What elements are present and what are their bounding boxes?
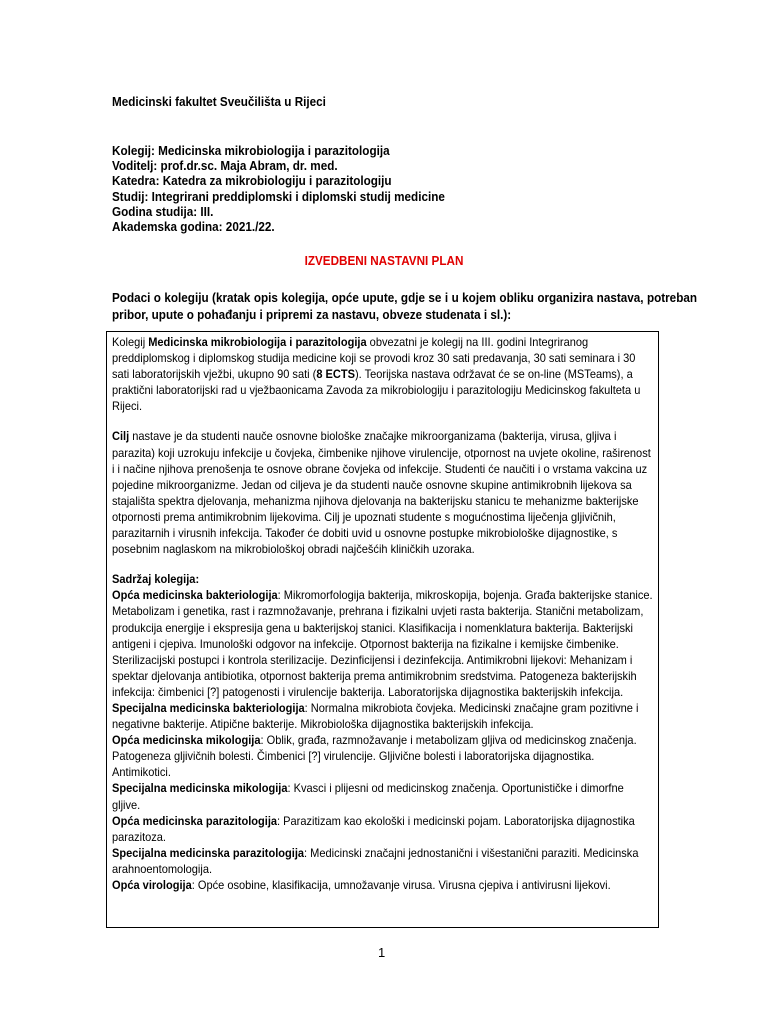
- meta-row-godina-studija: Godina studija: III.: [112, 203, 214, 219]
- sadrzaj-heading: Sadržaj kolegija:: [112, 572, 200, 587]
- section-opca-parazitologija: Opća medicinska parazitologija: Parazitizam kao ekološki i medicinski pojam. Laboratorijska dijagnostika parazitoza.: [112, 813, 635, 844]
- meta-row-voditelj: Voditelj: prof.dr.sc. Maja Abram, dr. med.: [112, 158, 338, 174]
- meta-row-kolegij: Kolegij: Medicinska mikrobiologija i parazitologija: [112, 143, 390, 158]
- institution-name: Medicinski fakultet Sveučilišta u Rijeci: [112, 94, 326, 109]
- course-info-heading: Podaci o kolegiju (kratak opis kolegija, opće upute, gdje se i u kojem obliku organizira nastava, potreban pribor, upute o pohađanju i pripremi za nastavu, obveze studenata i sl.):: [112, 290, 697, 322]
- intro-paragraph: Kolegij Medicinska mikrobiologija i parazitologija obvezatni je kolegij na III. godini Integriranog preddiplomskog i diplomskog studija medicine koji se provodi kroz 30 sati predavanja, 30 sati seminara i 30 sati laboratorijskih vježbi, ukupno 90 sati (8 ECTS). Teorijska nastava održavat će se on-line (MSTeams), a praktični laboratorijski rad u vježbaonicama Zavoda za mikrobiologiju i parazitologiju Medicinskog fakulteta u Rijeci.: [112, 335, 641, 414]
- meta-row-studij: Studij: Integrirani preddiplomski i diplomski studij medicine: [112, 188, 445, 204]
- meta-row-akademska-godina: Akademska godina: 2021./22.: [112, 219, 275, 235]
- course-description-box: [106, 331, 659, 928]
- cilj-paragraph: Cilj nastave je da studenti nauče osnovne biološke značajke mikroorganizama (bakterija, virusa, gljiva i parazita) koji uzrokuju infekcije u čovjeka, čimbenike njihove virulencije, otpornost na uvjete okoline, raširenost i i načine njihova prenošenja te osnove obrane čovjeka od infekcije. Studenti će naučiti i o vrstama vakcina uz pojedine mikroorganizme. Jedan od ciljeva je da studenti nauče osnovne skupine antimikrobnih lijekova sa stajališta spektra djelovanja, mehanizma njihova djelovanja na bakterijsku stanicu te mehanizme bakterijske otpornosti prema antimikrobnim lijekovima. Cilj je upoznati studente s mogućnostima liječenja gljivičnih, parazitarnih i virusnih infekcija. Također će dobiti uvid u osnovne postupke mikrobiološke dijagnostike, s posebnim naglaskom na mikrobiološkoj obradi najčešćih kliničkih uzoraka.: [112, 429, 651, 557]
- section-opca-mikologija: Opća medicinska mikologija: Oblik, građa, razmnožavanje i metabolizam gljiva od medicinskog značenja. Patogeneza gljivičnih bolesti. Čimbenici [?] virulencije. Gljivične bolesti i laboratorijska dijagnostika. Antimikotici.: [112, 733, 637, 780]
- section-specijalna-mikologija: Specijalna medicinska mikologija: Kvasci i plijesni od medicinskog značenja. Oportunističke i dimorfne gljive.: [112, 781, 624, 812]
- section-specijalna-parazitologija: Specijalna medicinska parazitologija: Medicinski značajni jednostanični i višestanični paraziti. Medicinska arahnoentomologija.: [112, 845, 639, 876]
- plan-title: IZVEDBENI NASTAVNI PLAN: [304, 253, 464, 268]
- section-opca-virologija: Opća virologija: Opće osobine, klasifikacija, umnožavanje virusa. Virusna cjepiva i antivirusni lijekovi.: [112, 878, 611, 892]
- meta-row-katedra: Katedra: Katedra za mikrobiologiju i parazitologiju: [112, 173, 392, 189]
- section-opca-bakteriologija: Opća medicinska bakteriologija: Mikromorfologija bakterija, mikroskopija, bojenja. Građa bakterijske stanice. Metabolizam i genetika, rast i razmnožavanje, prehrana i fizikalni uvjeti rasta bakterija. Stanični metabolizam, produkcija energije i ekspresija gena u bakterijskoj stanici. Klasifikacija i nomenklatura bakterija. Bakterijski antigeni i cjepiva. Imunološki odgovor na infekcije. Otpornost bakterija na fizikalne i kemijske čimbenike. Sterilizacijski postupci i kontrola sterilizacije. Dezinficijensi i dezinfekcija. Antimikrobni lijekovi: Mehanizam i spektar djelovanja antibiotika, otpornost bakterija prema antimikrobnim sredstvima. Patogeneza bakterijskih infekcija: čimbenici [?] patogenosti i virulencije bakterija. Laboratorijska dijagnostika bakterijskih infekcija.: [112, 588, 653, 699]
- course-meta: [112, 143, 445, 234]
- page-number: 1: [378, 945, 386, 960]
- section-specijalna-bakteriologija: Specijalna medicinska bakteriologija: Normalna mikrobiota čovjeka. Medicinski značajne gram pozitivne i negativne bakterije. Atipične bakterije. Mikrobiološka dijagnostika bakterijskih infekcija.: [112, 700, 639, 732]
